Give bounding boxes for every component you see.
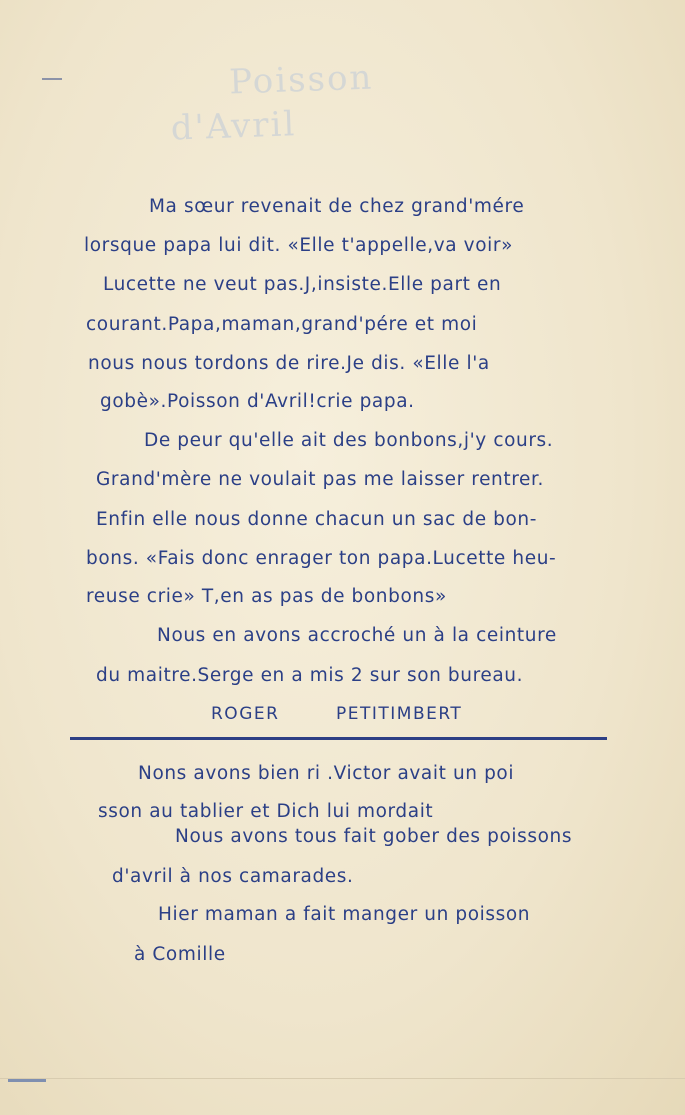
text-line: courant.Papa,maman,grand'pére et moi <box>86 314 478 335</box>
text-line: Enfin elle nous donne chacun un sac de bon- <box>96 509 538 530</box>
text-line: du maitre.Serge en a mis 2 sur son bureau. <box>96 665 524 686</box>
text-line: reuse crie» T,en as pas de bonbons» <box>86 586 447 607</box>
faded-header-line-2: d'Avril <box>170 104 297 149</box>
text-line: De peur qu'elle ait des bonbons,j'y cours. <box>144 430 554 451</box>
text-line: Lucette ne veut pas.J,insiste.Elle part en <box>103 274 502 295</box>
margin-mark <box>42 78 62 80</box>
text-line: Nous en avons accroché un à la ceinture <box>157 625 557 646</box>
text-line: Nous avons tous fait gober des poissons <box>175 826 573 847</box>
section-divider <box>70 737 607 740</box>
margin-mark <box>8 1079 46 1082</box>
text-line: à Comille <box>134 944 226 965</box>
text-line: Hier maman a fait manger un poisson <box>158 904 531 925</box>
text-line: sson au tablier et Dich lui mordait <box>98 801 434 822</box>
text-line: Nons avons bien ri .Victor avait un poi <box>138 763 515 784</box>
text-line: d'avril à nos camarades. <box>112 866 354 887</box>
text-line: gobè».Poisson d'Avril!crie papa. <box>100 391 415 412</box>
text-line: nous nous tordons de rire.Je dis. «Elle l'a <box>88 353 490 374</box>
signature-first-name: ROGER <box>211 704 280 724</box>
faded-header-line-1: Poisson <box>228 57 374 103</box>
text-line: bons. «Fais donc enrager ton papa.Lucette heu- <box>86 548 557 569</box>
text-line: Ma sœur revenait de chez grand'mére <box>149 196 525 217</box>
paper-fold <box>0 1078 685 1079</box>
faded-header <box>170 56 376 149</box>
text-line: Grand'mère ne voulait pas me laisser rentrer. <box>96 469 545 490</box>
text-line: lorsque papa lui dit. «Elle t'appelle,va voir» <box>84 235 513 256</box>
signature-last-name: PETITIMBERT <box>336 704 463 724</box>
